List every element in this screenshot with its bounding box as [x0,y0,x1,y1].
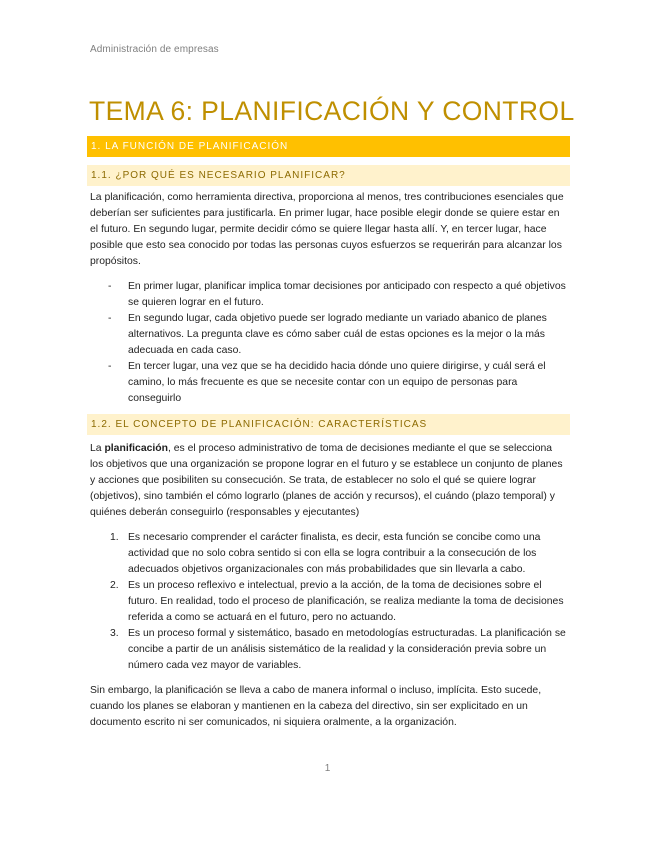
bullet-list-1-1 [90,279,568,407]
page-title: TEMA 6: PLANIFICACIÓN Y CONTROL [89,96,575,126]
list-item [90,359,568,407]
intro-prefix: La [90,443,105,454]
list-item-text: En segundo lugar, cada objetivo puede ser logrado mediante un variado abanico de planes alternativos. La pregunta clave es cómo saber cuál de estas opciones es la mejor o la más adecuada en cada caso. [128,313,547,356]
list-number: 3. [110,628,119,639]
bullet-marker: - [108,313,112,324]
paragraph-closing: Sin embargo, la planificación se lleva a cabo de manera informal o incluso, implícita. Esto sucede, cuando los planes se elaboran y mantienen en la cabeza del directivo, sin ser explicitado en un documento escrito ni ser comunicados, ni siquiera oralmente, a la organización. [90,685,542,728]
paragraph-intro-1-1: La planificación, como herramienta directiva, proporciona al menos, tres contribuciones esenciales que deberían ser suficientes para justificarla. En primer lugar, hace posible elegir donde se quiere estar en el futuro. En segundo lugar, permite decidir cómo se quiere llegar hasta allí. Y, en tercer lugar, hace posible que esto sea conocido por todas las personas cuyos esfuerzos se requerirán para alcanzar los propósitos. [90,192,564,267]
list-number: 2. [110,580,119,591]
intro-bold-term: planificación [104,443,168,454]
page-number: 1 [324,763,331,774]
list-item-text: Es necesario comprender el carácter finalista, es decir, esta función se concibe como una actividad que no solo cobra sentido si con ella se logra contribuir a la consecución de los adecuados objetivos organizacionales con más probabilidades que sin llevarla a cabo. [128,532,541,575]
paragraph-intro-1-2 [90,441,568,521]
running-header: Administración de empresas [90,44,219,55]
section-heading-1: 1. LA FUNCIÓN DE PLANIFICACIÓN [87,136,570,157]
intro-rest: , es el proceso administrativo de toma de decisiones mediante el que se selecciona los objetivos que una organización se propone lograr en el futuro y se establece un conjunto de planes y acciones que posibiliten su consecución. Se trata, de establecer no solo el qué se quiere lograr (objetivos), sino también el cómo lograrlo (planes de acción y recursos), el cuándo (plazo temporal) y quiénes deberán conseguirlo (responsables y ejecutantes) [90,443,563,518]
list-item-text: Es un proceso formal y sistemático, basado en metodologías estructuradas. La planificación se concibe a partir de un análisis sistemático de la realidad y la consideración previa sobre un número cada vez mayor de variables. [128,628,566,671]
list-item [90,279,568,311]
bullet-marker: - [108,281,112,292]
list-number: 1. [110,532,119,543]
numbered-list-1-2 [90,530,568,674]
list-item-text: En tercer lugar, una vez que se ha decidido hacia dónde uno quiere dirigirse, y cuál será el camino, lo más frecuente es que se necesite contar con un equipo de personas para conseguirlo [128,361,546,404]
list-item [90,626,568,674]
list-item [90,530,568,578]
list-item [90,311,568,359]
list-item-text: En primer lugar, planificar implica tomar decisiones por anticipado con respecto a qué objetivos se quieren lograr en el futuro. [128,281,566,308]
list-item-text: Es un proceso reflexivo e intelectual, previo a la acción, de la toma de decisiones sobre el futuro. En realidad, todo el proceso de planificación, se realiza mediante la toma de decisiones referida a como se actuará en el futuro, pero no actuando. [128,580,564,623]
section-heading-1-2: 1.2. EL CONCEPTO DE PLANIFICACIÓN: CARACTERÍSTICAS [87,414,570,435]
list-item [90,578,568,626]
bullet-marker: - [108,361,112,372]
section-heading-1-1: 1.1. ¿POR QUÉ ES NECESARIO PLANIFICAR? [87,165,570,186]
